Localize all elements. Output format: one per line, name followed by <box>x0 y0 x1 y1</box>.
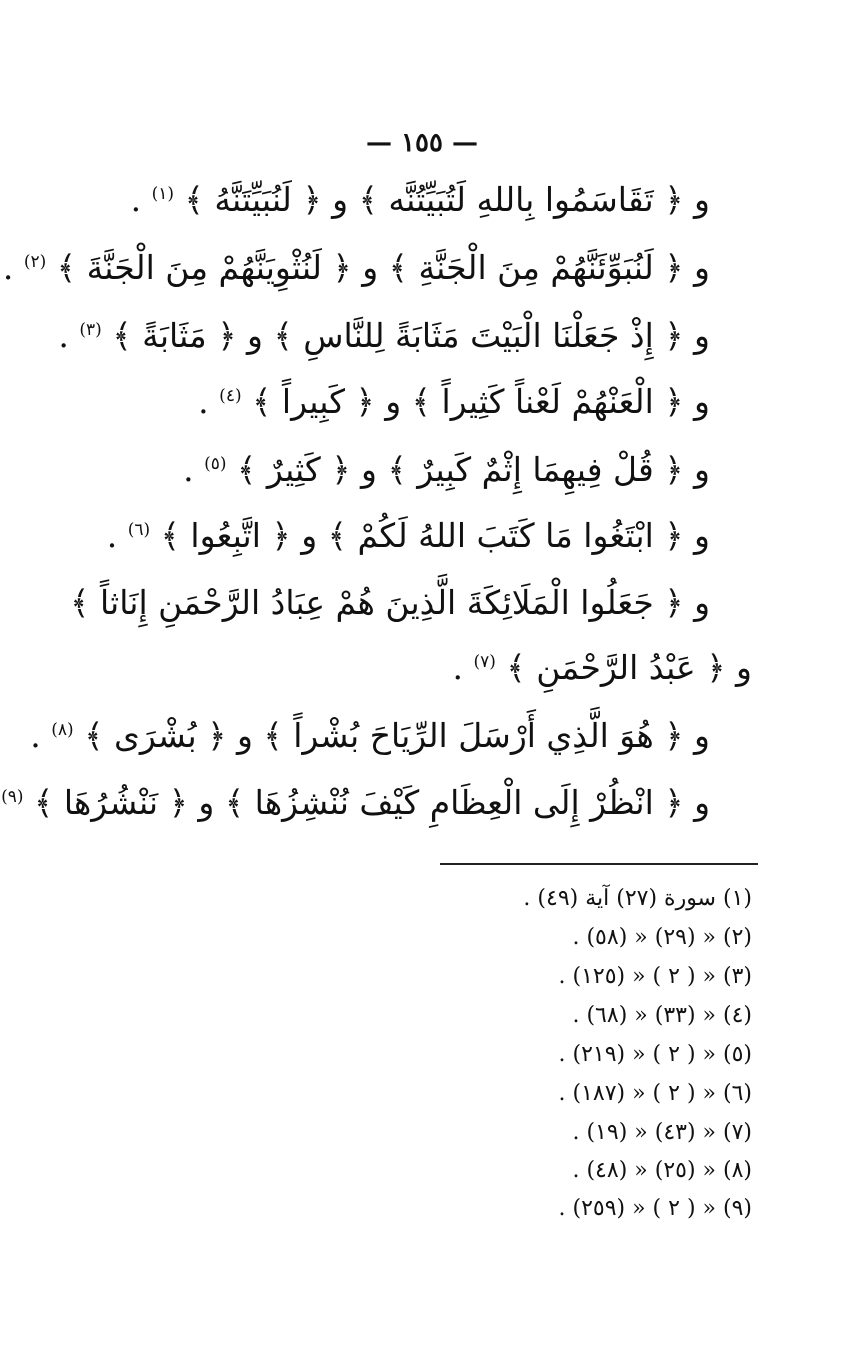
line-text: و ﴿ قُلْ فِيهِمَا إِثْمٌ كَبِيرٌ ﴾ و ﴿ كَثِيرٌ ﴾ <box>237 450 710 489</box>
footnote: (٧) « (٤٣) « (١٩) . <box>572 1120 752 1145</box>
line-text: و ﴿ تَقَاسَمُوا بِاللهِ لَتُبَيِّتُنَّه ﴾ و ﴿ لَنُبَيِّتَنَّهُ ﴾ <box>184 180 710 219</box>
text-line <box>58 316 710 356</box>
line-text: و ﴿ لَنُبَوِّئَنَّهُمْ مِنَ الْجَنَّةِ ﴾ و ﴿ لَنُثْوِيَنَّهُمْ مِنَ الْجَنَّةَ ﴾ <box>56 248 710 287</box>
text-line <box>2 248 710 288</box>
footnote: (٦) « ( ٢ ) « (١٨٧) . <box>558 1081 752 1106</box>
footnote-ref: (٥) <box>204 454 227 474</box>
footnote-ref: (٤) <box>219 386 242 406</box>
line-end: . <box>452 648 463 687</box>
text-line <box>96 450 710 490</box>
line-text: و ﴿ ابْتَغُوا مَا كَتَبَ اللهُ لَكُمْ ﴾ و ﴿ اتَّبِعُوا ﴾ <box>160 516 710 555</box>
line-text: و ﴿ عَبْدُ الرَّحْمَنِ ﴾ <box>506 648 752 687</box>
line-text: و ﴿ إِذْ جَعَلْنَا الْبَيْتَ مَثَابَةً لِلنَّاسِ ﴾ و ﴿ مَثَابَةً ﴾ <box>112 316 710 355</box>
text-line <box>96 180 710 220</box>
text-line <box>30 716 710 756</box>
footnote-ref: (٢) <box>23 252 47 272</box>
line-text: و ﴿ هُوَ الَّذِي أَرْسَلَ الرِّيَاحَ بُشْراً ﴾ و ﴿ بُشْرَى ﴾ <box>84 716 710 755</box>
text-line <box>96 382 710 422</box>
footnote-ref: (٦) <box>127 520 151 540</box>
line-end: . <box>30 716 41 755</box>
footnote: (٣) « ( ٢ ) « (١٢٥) . <box>558 964 752 989</box>
footnote-ref: (٧) <box>473 652 496 672</box>
footnote: (٩) « ( ٢ ) « (٢٥٩) . <box>558 1196 752 1221</box>
footnote: (٥) « ( ٢ ) « (٢١٩) . <box>558 1042 752 1067</box>
line-end: . <box>198 382 209 421</box>
line-end: . <box>130 180 142 219</box>
line-end: . <box>106 516 118 555</box>
page-number: — ١٥٥ — <box>365 128 479 158</box>
text-line <box>70 583 710 623</box>
footnote-ref: (٨) <box>51 720 74 740</box>
line-text: و ﴿ الْعَنْهُمْ لَعْناً كَثِيراً ﴾ و ﴿ كَبِيراً ﴾ <box>252 382 710 421</box>
footnote: (١) سورة (٢٧) آية (٤٩) . <box>523 886 752 911</box>
footnote: (٤) « (٣٣) « (٦٨) . <box>572 1003 752 1028</box>
line-text: و ﴿ انْظُرْ إِلَى الْعِظَامِ كَيْفَ نُنْشِزُهَا ﴾ و ﴿ نَنْشُرُهَا ﴾ <box>34 783 710 822</box>
line-text: و ﴿ جَعَلُوا الْمَلَائِكَةَ الَّذِينَ هُمْ عِبَادُ الرَّحْمَنِ إِنَاثاً ﴾ <box>70 583 710 622</box>
text-line <box>96 648 752 688</box>
footnote: (٢) « (٢٩) « (٥٨) . <box>572 925 752 950</box>
footnote: (٨) « (٢٥) « (٤٨) . <box>572 1158 752 1183</box>
line-end: . <box>2 248 14 287</box>
line-end: . <box>183 450 194 489</box>
footnote-divider <box>440 863 758 865</box>
footnote-ref: (٩) <box>1 787 24 807</box>
text-line <box>1 783 710 823</box>
line-end: . <box>58 316 69 355</box>
footnote-ref: (٣) <box>79 320 102 340</box>
text-line <box>96 516 710 556</box>
footnote-ref: (١) <box>151 184 174 204</box>
